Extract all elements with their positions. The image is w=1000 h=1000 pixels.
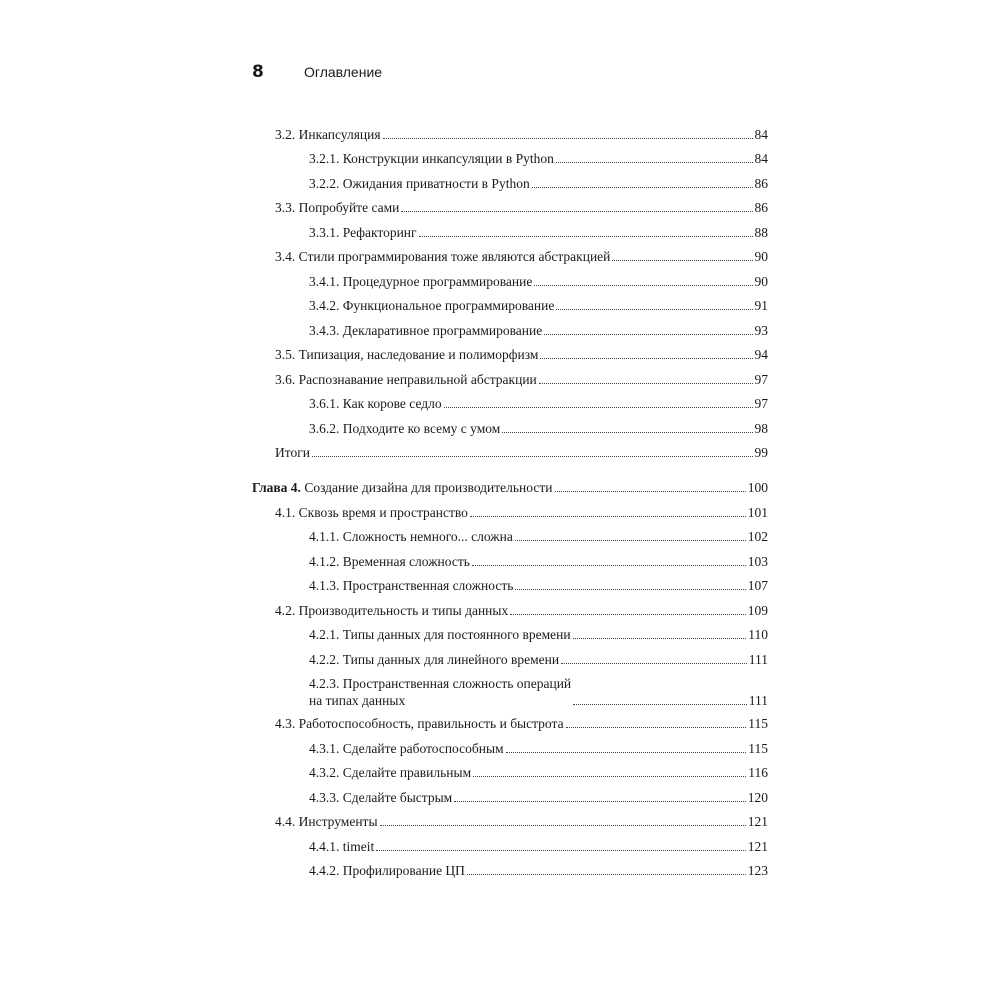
toc-entry-title-group	[309, 297, 554, 314]
page-ref: 102	[747, 529, 768, 544]
page-ref: 115	[748, 741, 768, 756]
toc-entry-title-group	[309, 740, 504, 757]
section-number: 3.4.1.	[309, 274, 340, 289]
section-number: 4.3.2.	[309, 765, 340, 780]
toc-entry-title-group	[309, 789, 452, 806]
page-ref: 109	[747, 603, 768, 618]
section-title: Сделайте правильным	[342, 765, 472, 780]
section-title: Временная сложность	[342, 554, 470, 569]
toc-entry-line	[275, 602, 768, 619]
dot-leader	[419, 236, 753, 237]
page-ref: 91	[754, 298, 768, 313]
toc-entry[interactable]	[0, 502, 1000, 522]
toc-entry[interactable]	[0, 197, 1000, 217]
toc-entry-title-group	[309, 675, 571, 709]
dot-leader	[556, 309, 752, 310]
dot-leader	[515, 540, 746, 541]
toc-entry[interactable]	[0, 344, 1000, 364]
toc-entry-title-group	[309, 322, 542, 339]
toc-entry[interactable]	[0, 173, 1000, 193]
toc-entry[interactable]	[0, 787, 1000, 807]
section-title: Сложность немного... сложна	[342, 529, 513, 544]
toc-entry[interactable]	[0, 124, 1000, 144]
section-number: 3.6.2.	[309, 421, 340, 436]
section-number: 4.4.2.	[309, 863, 340, 878]
toc-entry-title-group	[275, 371, 537, 388]
section-title: Попробуйте сами	[298, 200, 400, 215]
toc-entry-title-group	[309, 577, 513, 594]
dot-leader	[544, 334, 752, 335]
section-number: 4.3.1.	[309, 741, 340, 756]
section-number: 3.2.1.	[309, 151, 340, 166]
toc-entry-line	[252, 479, 768, 496]
page-ref: 101	[747, 505, 768, 520]
page-ref: 120	[747, 790, 768, 805]
page-ref: 93	[754, 323, 768, 338]
dot-leader	[573, 704, 747, 705]
toc-entry-line	[309, 626, 768, 643]
running-title: Оглавление	[304, 64, 383, 80]
toc-entry[interactable]	[0, 713, 1000, 733]
section-number: 4.1.3.	[309, 578, 340, 593]
toc-entry-title-group	[309, 553, 470, 570]
section-title: Типизация, наследование и полиморфизм	[298, 347, 539, 362]
toc-entry[interactable]	[0, 418, 1000, 438]
toc-entry-line	[309, 862, 768, 879]
section-number: 3.6.	[275, 372, 296, 387]
section-number: 4.2.2.	[309, 652, 340, 667]
toc-entry-title-group	[252, 479, 553, 496]
toc-entry-line	[309, 175, 768, 192]
toc-entry-line	[309, 528, 768, 545]
toc-entry-title-group	[309, 651, 559, 668]
toc-entry-line	[309, 150, 768, 167]
toc-entry-line	[309, 651, 768, 668]
toc-entry[interactable]	[0, 551, 1000, 571]
dot-leader	[401, 211, 752, 212]
toc-entry-title-group	[309, 395, 442, 412]
page-ref: 103	[747, 554, 768, 569]
dot-leader	[555, 491, 746, 492]
section-number: 4.2.	[275, 603, 296, 618]
toc-entry-line	[275, 346, 768, 363]
toc-entry-title-group	[275, 444, 310, 461]
section-number: 4.2.3.	[309, 676, 340, 691]
section-number: 4.1.1.	[309, 529, 340, 544]
section-number: 3.3.1.	[309, 225, 340, 240]
toc-entry-title-group	[309, 626, 571, 643]
toc-entry[interactable]	[0, 673, 1000, 708]
toc-entry-line	[309, 789, 768, 806]
page-ref: 88	[754, 225, 768, 240]
toc-entry-title-group	[275, 248, 610, 265]
toc-entry[interactable]	[0, 271, 1000, 291]
dot-leader	[383, 138, 753, 139]
page-ref: 100	[747, 480, 768, 495]
chapter-label: Глава 4.	[252, 480, 301, 495]
toc-entry-title-group	[275, 199, 399, 216]
page-ref: 84	[754, 127, 768, 142]
section-title: Создание дизайна для производительности	[304, 480, 553, 495]
toc-entry[interactable]	[0, 246, 1000, 266]
toc-entry-title-group	[275, 813, 378, 830]
section-title: Декларативное программирование	[342, 323, 543, 338]
dot-leader	[612, 260, 752, 261]
section-title: Инкапсуляция	[298, 127, 381, 142]
toc-entry-line	[309, 273, 768, 290]
section-number: 4.2.1.	[309, 627, 340, 642]
page-ref: 111	[748, 652, 768, 667]
toc-entry-title-group	[309, 420, 500, 437]
toc-entry[interactable]	[0, 624, 1000, 644]
dot-leader	[470, 516, 746, 517]
toc-entry-line	[275, 126, 768, 143]
toc-entry[interactable]	[0, 738, 1000, 758]
toc-entry-line	[275, 371, 768, 388]
toc-entry-title-group	[275, 504, 468, 521]
section-number: 3.4.2.	[309, 298, 340, 313]
page-ref: 97	[754, 372, 768, 387]
dot-leader	[540, 358, 752, 359]
dot-leader	[444, 407, 753, 408]
toc-entry[interactable]	[0, 393, 1000, 413]
page-ref: 110	[748, 627, 768, 642]
page-ref: 90	[754, 249, 768, 264]
toc-entry-title-group	[309, 764, 471, 781]
section-number: 3.2.	[275, 127, 296, 142]
toc-entry-line	[275, 813, 768, 830]
page-ref: 90	[754, 274, 768, 289]
toc-entry-line	[309, 740, 768, 757]
section-title: Пространственная сложность операций	[342, 676, 572, 691]
section-title: Рефакторинг	[342, 225, 417, 240]
dot-leader	[539, 383, 753, 384]
page-ref: 86	[754, 200, 768, 215]
section-title: Работоспособность, правильность и быстрота	[298, 716, 564, 731]
dot-leader	[561, 663, 747, 664]
section-title: Как корове седло	[342, 396, 442, 411]
toc-entry[interactable]	[0, 649, 1000, 669]
toc-entry-line	[309, 577, 768, 594]
toc-entry-line	[309, 322, 768, 339]
dot-leader	[515, 589, 745, 590]
section-title: Инструменты	[298, 814, 378, 829]
section-title: Типы данных для линейного времени	[342, 652, 560, 667]
section-title: Конструкции инкапсуляции в Python	[342, 151, 554, 166]
section-title: Типы данных для постоянного времени	[342, 627, 571, 642]
toc-entry[interactable]	[0, 575, 1000, 595]
dot-leader	[556, 162, 753, 163]
toc-entry[interactable]	[0, 320, 1000, 340]
dot-leader	[376, 850, 746, 851]
dot-leader	[472, 565, 746, 566]
toc-entry-title-group	[309, 838, 374, 855]
page-ref: 107	[747, 578, 768, 593]
dot-leader	[502, 432, 752, 433]
section-title-continued: на типах данных	[309, 693, 406, 708]
toc-entry-line	[309, 764, 768, 781]
section-title: Пространственная сложность	[342, 578, 514, 593]
toc-entry[interactable]	[0, 860, 1000, 880]
section-title: Распознавание неправильной абстракции	[298, 372, 537, 387]
page-ref: 121	[747, 814, 768, 829]
toc-entry[interactable]	[0, 369, 1000, 389]
page-ref: 115	[748, 716, 768, 731]
page-number: 8	[252, 62, 264, 82]
toc-entry-line	[309, 224, 768, 241]
section-title: Подходите ко всему с умом	[342, 421, 501, 436]
toc-entry-line	[275, 248, 768, 265]
page-ref: 84	[754, 151, 768, 166]
section-title: Итоги	[275, 445, 310, 460]
toc-entry-title-group	[309, 175, 530, 192]
section-number: 4.3.3.	[309, 790, 340, 805]
toc-entry-title-group	[309, 273, 532, 290]
toc-entry-title-group	[275, 126, 381, 143]
dot-leader	[380, 825, 746, 826]
page-ref: 86	[754, 176, 768, 191]
toc-entry-line	[309, 553, 768, 570]
toc-entry-line	[275, 504, 768, 521]
section-number: 3.6.1.	[309, 396, 340, 411]
toc-entry[interactable]	[0, 600, 1000, 620]
section-number: 3.4.3.	[309, 323, 340, 338]
section-title: timeit	[342, 839, 375, 854]
toc-entry[interactable]	[0, 295, 1000, 315]
toc-entry[interactable]	[0, 222, 1000, 242]
toc-entry-title-group	[309, 862, 465, 879]
page-ref: 99	[754, 445, 768, 460]
section-title: Процедурное программирование	[342, 274, 533, 289]
toc-entry-line	[309, 297, 768, 314]
toc-entry-title-group	[275, 715, 564, 732]
toc-entry-line	[309, 838, 768, 855]
toc-entry-title-group	[275, 602, 508, 619]
dot-leader	[312, 456, 753, 457]
section-title: Стили программирования тоже являются абстракцией	[298, 249, 611, 264]
dot-leader	[566, 727, 747, 728]
dot-leader	[510, 614, 746, 615]
toc-entry-title-group	[309, 150, 554, 167]
section-number: 4.4.	[275, 814, 296, 829]
section-number: 3.5.	[275, 347, 296, 362]
toc-entry[interactable]	[0, 811, 1000, 831]
toc-entry[interactable]	[0, 836, 1000, 856]
toc-entry-title-group	[309, 528, 513, 545]
page-ref: 98	[754, 421, 768, 436]
toc-entry-line	[309, 675, 768, 709]
section-number: 4.4.1.	[309, 839, 340, 854]
page-ref: 116	[748, 765, 768, 780]
toc-entry-line	[275, 199, 768, 216]
section-number: 3.2.2.	[309, 176, 340, 191]
section-title: Профилирование ЦП	[342, 863, 465, 878]
toc-entry-line	[309, 420, 768, 437]
page-ref: 97	[754, 396, 768, 411]
page-ref: 94	[754, 347, 768, 362]
dot-leader	[573, 638, 747, 639]
section-number: 4.1.	[275, 505, 296, 520]
page-header	[252, 62, 382, 88]
dot-leader	[532, 187, 753, 188]
dot-leader	[467, 874, 746, 875]
section-title: Функциональное программирование	[342, 298, 555, 313]
section-title: Сделайте работоспособным	[342, 741, 504, 756]
section-number: 4.3.	[275, 716, 296, 731]
page-ref: 121	[747, 839, 768, 854]
dot-leader	[473, 776, 746, 777]
toc-entry[interactable]	[0, 526, 1000, 546]
dot-leader	[454, 801, 746, 802]
toc-entry-title-group	[275, 346, 538, 363]
section-number: 3.3.	[275, 200, 296, 215]
toc-entry[interactable]	[0, 442, 1000, 462]
dot-leader	[506, 752, 747, 753]
toc-entry-line	[275, 715, 768, 732]
toc-entry-line	[309, 395, 768, 412]
toc-entry[interactable]	[0, 148, 1000, 168]
section-title: Сквозь время и пространство	[298, 505, 468, 520]
section-title: Ожидания приватности в Python	[342, 176, 530, 191]
section-title: Сделайте быстрым	[342, 790, 453, 805]
toc-entry[interactable]	[0, 762, 1000, 782]
section-number: 4.1.2.	[309, 554, 340, 569]
toc-entry-line	[275, 444, 768, 461]
toc-entry[interactable]	[0, 477, 1000, 497]
section-number: 3.4.	[275, 249, 296, 264]
section-title: Производительность и типы данных	[298, 603, 509, 618]
dot-leader	[534, 285, 752, 286]
toc-entry-title-group	[309, 224, 417, 241]
page-ref: 123	[747, 863, 768, 878]
page-ref: 111	[748, 693, 768, 708]
